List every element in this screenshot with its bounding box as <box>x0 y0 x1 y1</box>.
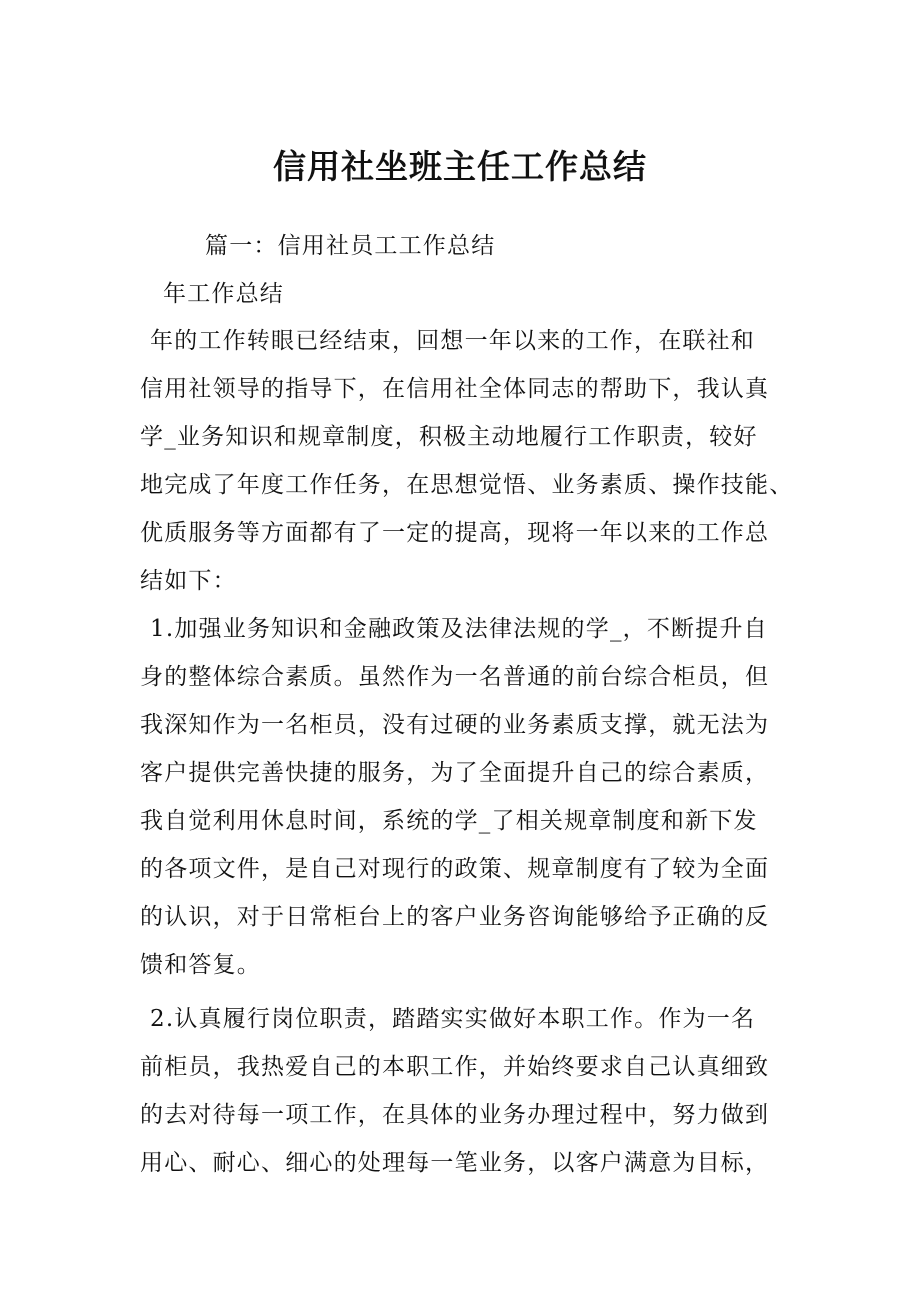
text-line: 我自觉利用休息时间，系统的学_了相关规章制度和新下发 <box>140 808 758 834</box>
text-line: 的各项文件，是自己对现行的政策、规章制度有了较为全面 <box>140 856 770 882</box>
text-line: 信用社领导的指导下，在信用社全体同志的帮助下，我认真 <box>140 376 770 402</box>
text-line: 的去对待每一项工作，在具体的业务办理过程中，努力做到 <box>140 1102 770 1128</box>
year-heading: 年工作总结 <box>163 281 284 307</box>
text-line: 馈和答复。 <box>140 952 261 978</box>
text-line: 的认识，对于日常柜台上的客户业务咨询能够给予正确的反 <box>140 904 770 930</box>
text-line: 前柜员，我热爱自己的本职工作，并始终要求自己认真细致 <box>140 1054 770 1080</box>
text-line: 年的工作转眼已经结束，回想一年以来的工作，在联社和 <box>150 328 755 354</box>
text-line: 地完成了年度工作任务，在思想觉悟、业务素质、操作技能、 <box>140 472 794 498</box>
page-title: 信用社坐班主任工作总结 <box>273 147 647 186</box>
text-line: 客户提供完善快捷的服务，为了全面提升自己的综合素质， <box>140 760 770 786</box>
text-line: 1.加强业务知识和金融政策及法律法规的学_，不断提升自 <box>150 616 768 642</box>
text-line: 用心、耐心、细心的处理每一笔业务，以客户满意为目标， <box>140 1150 770 1176</box>
text-line: 结如下： <box>140 568 237 594</box>
text-line: 2.认真履行岗位职责，踏踏实实做好本职工作。作为一名 <box>150 1006 756 1032</box>
text-line: 学_业务知识和规章制度，积极主动地履行工作职责，较好 <box>140 424 758 450</box>
text-line: 我深知作为一名柜员，没有过硬的业务素质支撑，就无法为 <box>140 712 770 738</box>
section-heading: 篇一：信用社员工工作总结 <box>205 233 496 259</box>
text-line: 优质服务等方面都有了一定的提高，现将一年以来的工作总 <box>140 520 770 546</box>
text-line: 身的整体综合素质。虽然作为一名普通的前台综合柜员，但 <box>140 664 770 690</box>
